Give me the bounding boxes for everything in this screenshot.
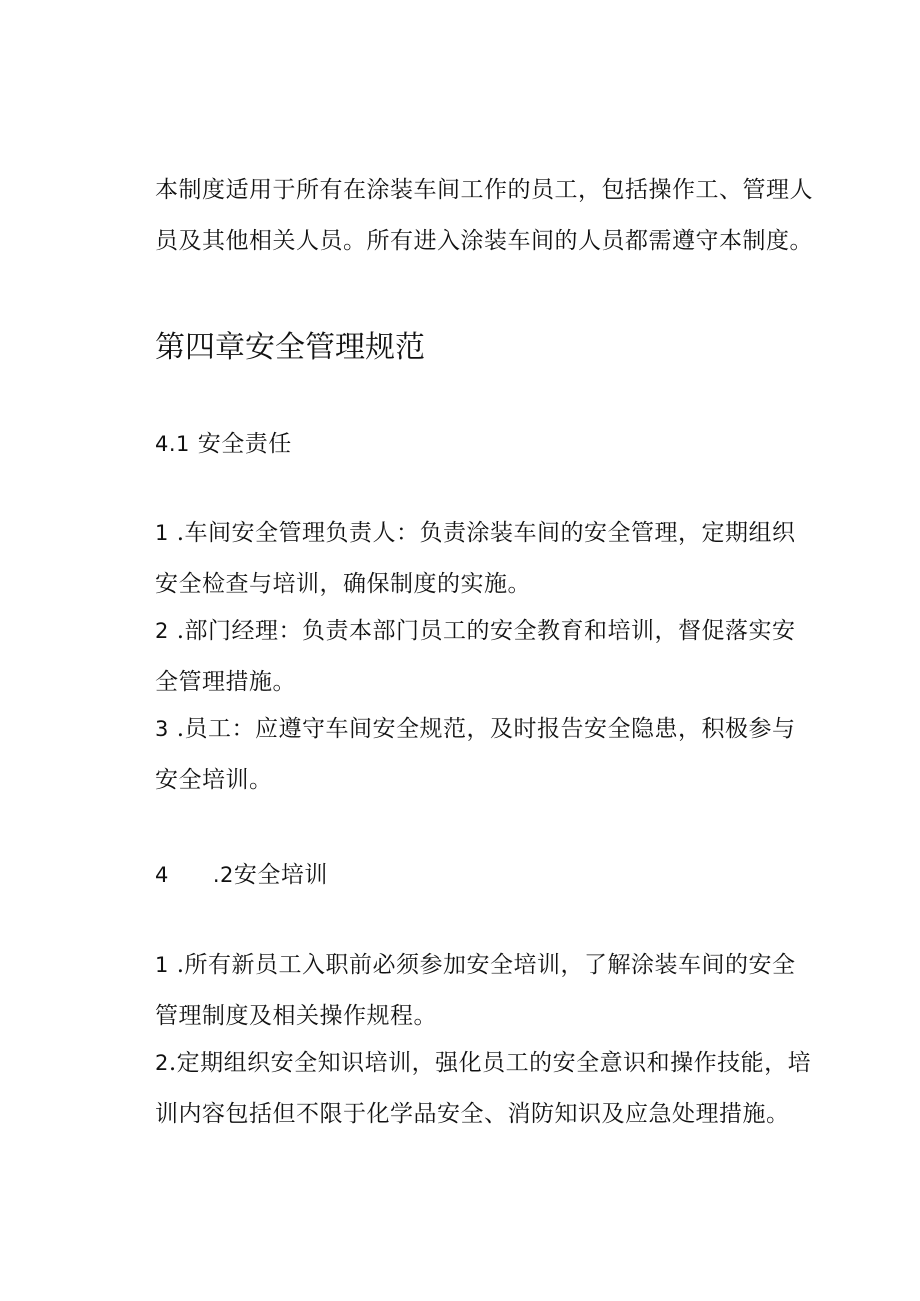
section-1-item-3 xyxy=(155,704,815,806)
section-1-title: 安全责任 xyxy=(197,431,292,457)
item-text: .部门经理：负责本部门员工的安全教育和培训，督促落实安全管理措施。 xyxy=(155,618,796,695)
item-number: 3 xyxy=(155,717,169,741)
section-2-item-2 xyxy=(155,1038,815,1140)
section-2-number-b: .2 xyxy=(212,863,234,887)
section-2-heading xyxy=(155,856,328,889)
item-text: .定期组织安全知识培训，强化员工的安全意识和操作技能，培训内容包括但不限于化学品安全、消防知识及应急处理措施。 xyxy=(155,1050,812,1127)
item-number: 1 xyxy=(155,521,169,545)
chapter-title: 第四章安全管理规范 xyxy=(155,330,425,365)
section-2-title: 安全培训 xyxy=(233,862,328,888)
item-text: .车间安全管理负责人：负责涂装车间的安全管理，定期组织安全检查与培训，确保制度的实施。 xyxy=(155,520,796,597)
intro-paragraph xyxy=(155,165,815,267)
item-number: 2 xyxy=(155,619,169,643)
section-1-heading xyxy=(155,425,292,458)
section-1-item-2 xyxy=(155,606,815,708)
item-text: .所有新员工入职前必须参加安全培训，了解涂装车间的安全管理制度及相关操作规程。 xyxy=(155,952,796,1029)
section-2-item-1 xyxy=(155,940,815,1042)
item-text: .员工：应遵守车间安全规范，及时报告安全隐患，积极参与安全培训。 xyxy=(155,716,796,793)
section-1-item-1 xyxy=(155,508,815,610)
section-2-number-a: 4 xyxy=(155,863,169,887)
intro-text: 本制度适用于所有在涂装车间工作的员工，包括操作工、管理人员及其他相关人员。所有进入涂装车间的人员都需遵守本制度。 xyxy=(155,177,813,254)
section-1-number: 4.1 xyxy=(155,432,190,456)
item-number: 1 xyxy=(155,953,169,977)
item-number: 2 xyxy=(155,1051,169,1075)
